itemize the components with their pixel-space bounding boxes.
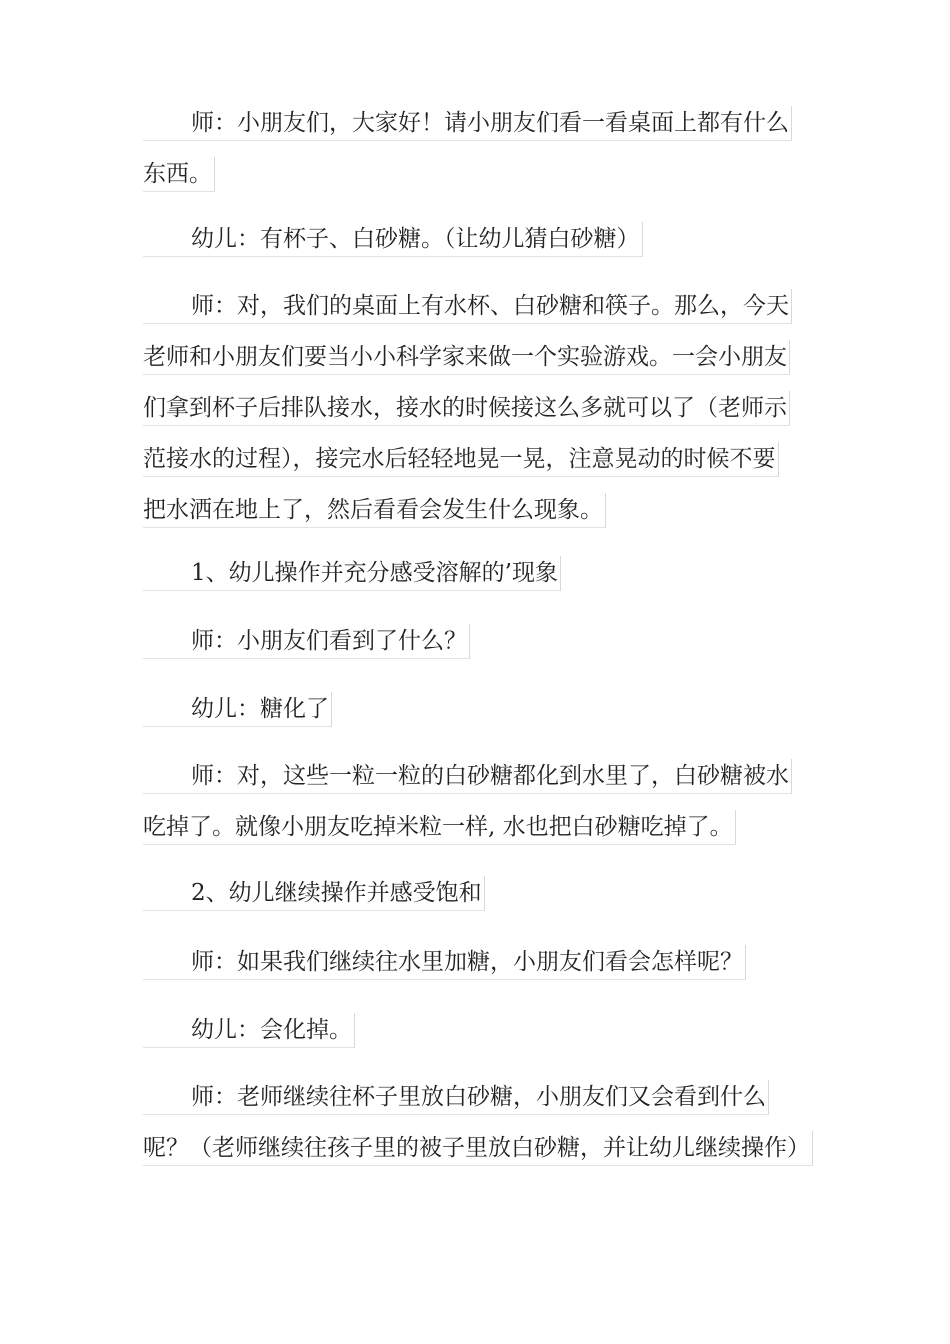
paragraph-8	[143, 876, 485, 911]
paragraph-6	[143, 692, 332, 727]
text-line: 师：小朋友们，大家好！请小朋友们看一看桌面上都有什么	[143, 106, 792, 141]
text-line: 吃掉了。就像小朋友吃掉米粒一样, 水也把白砂糖吃掉了。	[143, 810, 736, 845]
text-line: 师：对，这些一粒一粒的白砂糖都化到水里了，白砂糖被水	[143, 759, 792, 794]
paragraph-3	[143, 289, 792, 528]
paragraph-4	[143, 556, 561, 591]
paragraph-5	[143, 624, 470, 659]
text-line: 东西。	[143, 157, 215, 192]
paragraph-11	[143, 1080, 813, 1166]
text-line: 幼儿：会化掉。	[143, 1013, 355, 1048]
paragraph-2	[143, 222, 643, 257]
text-line: 师：小朋友们看到了什么？	[143, 624, 470, 659]
text-line: 们拿到杯子后排队接水，接水的时候接这么多就可以了（老师示	[143, 391, 790, 426]
text-line: 把水洒在地上了，然后看看会发生什么现象。	[143, 493, 606, 528]
paragraph-1	[143, 106, 792, 192]
paragraph-9	[143, 945, 746, 980]
text-line: 1、幼儿操作并充分感受溶解的’现象	[143, 556, 561, 591]
text-line: 师：老师继续往杯子里放白砂糖，小朋友们又会看到什么	[143, 1080, 769, 1115]
text-line: 幼儿：有杯子、白砂糖。（让幼儿猜白砂糖）	[143, 222, 643, 257]
text-line: 幼儿：糖化了	[143, 692, 332, 727]
paragraph-7	[143, 759, 792, 845]
text-line: 老师和小朋友们要当小小科学家来做一个实验游戏。一会小朋友	[143, 340, 790, 375]
text-line: 范接水的过程），接完水后轻轻地晃一晃，注意晃动的时候不要	[143, 442, 779, 477]
text-line: 师：如果我们继续往水里加糖，小朋友们看会怎样呢？	[143, 945, 746, 980]
text-line: 呢？（老师继续往孩子里的被子里放白砂糖，并让幼儿继续操作）	[143, 1131, 813, 1166]
text-line: 师：对，我们的桌面上有水杯、白砂糖和筷子。那么，今天	[143, 289, 792, 324]
text-line: 2、幼儿继续操作并感受饱和	[143, 876, 485, 911]
paragraph-10	[143, 1013, 355, 1048]
